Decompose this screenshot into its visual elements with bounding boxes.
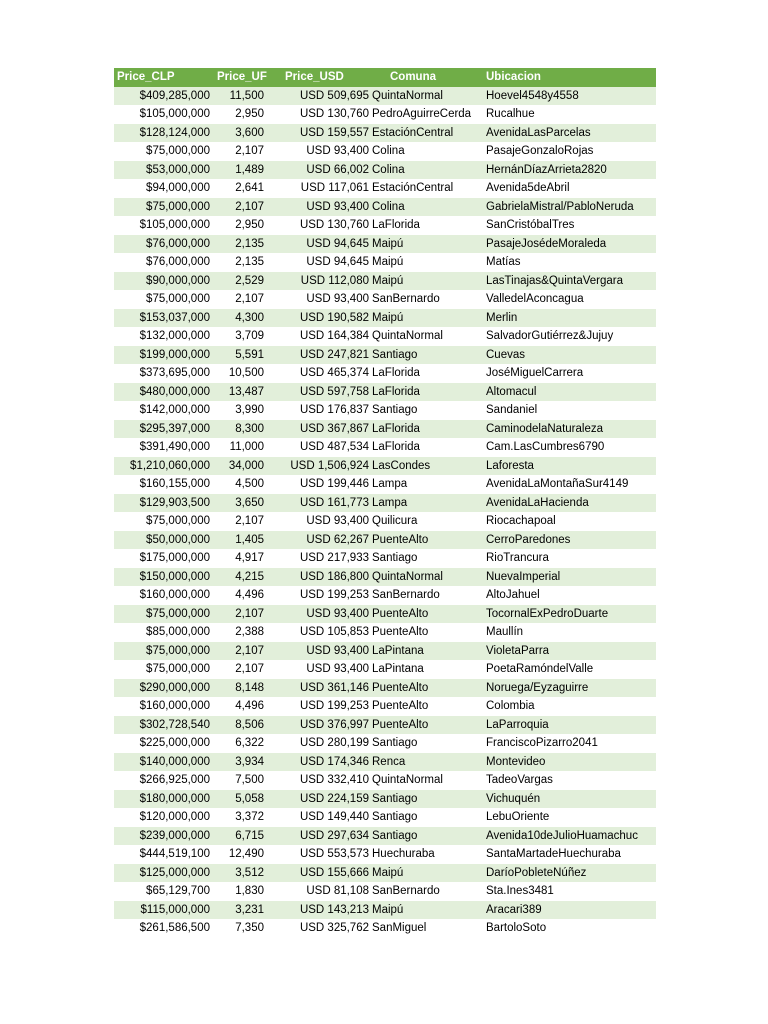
table-row [114, 919, 656, 938]
cell-price-usd[interactable]: USD 199,253 [282, 697, 372, 716]
cell-price-uf[interactable]: 12,490 [214, 845, 282, 864]
header-row [114, 68, 656, 87]
cell-price-usd[interactable]: USD 130,760 [282, 216, 372, 235]
cell-price-clp[interactable]: $302,728,540 [114, 716, 214, 735]
cell-ubicacion[interactable]: Matías [474, 253, 656, 272]
cell-price-clp[interactable]: $120,000,000 [114, 808, 214, 827]
cell-price-clp[interactable]: $239,000,000 [114, 827, 214, 846]
cell-ubicacion[interactable]: HernánDíazArrieta2820 [474, 161, 656, 180]
table-row [114, 716, 656, 735]
cell-ubicacion[interactable]: Sandaniel [474, 401, 656, 420]
table-row [114, 383, 656, 402]
cell-price-uf[interactable]: 2,107 [214, 660, 282, 679]
cell-price-usd[interactable]: USD 376,997 [282, 716, 372, 735]
cell-price-clp[interactable]: $1,210,060,000 [114, 457, 214, 476]
cell-comuna[interactable]: Quilicura [372, 512, 474, 531]
table-row [114, 660, 656, 679]
cell-ubicacion[interactable]: NuevaImperial [474, 568, 656, 587]
cell-comuna[interactable]: EstaciónCentral [372, 124, 474, 143]
cell-price-usd[interactable]: USD 1,506,924 [282, 457, 372, 476]
cell-price-uf[interactable]: 7,500 [214, 771, 282, 790]
table-row [114, 568, 656, 587]
cell-comuna[interactable]: LaPintana [372, 642, 474, 661]
cell-price-uf[interactable]: 2,135 [214, 253, 282, 272]
cell-comuna[interactable]: Santiago [372, 346, 474, 365]
cell-comuna[interactable]: Renca [372, 753, 474, 772]
cell-comuna[interactable]: SanBernardo [372, 586, 474, 605]
cell-price-usd[interactable]: USD 93,400 [282, 605, 372, 624]
cell-price-clp[interactable]: $480,000,000 [114, 383, 214, 402]
cell-price-usd[interactable]: USD 487,534 [282, 438, 372, 457]
cell-price-clp[interactable]: $373,695,000 [114, 364, 214, 383]
cell-price-clp[interactable]: $75,000,000 [114, 290, 214, 309]
cell-price-uf[interactable]: 2,107 [214, 290, 282, 309]
table-row [114, 790, 656, 809]
cell-comuna[interactable]: PuenteAlto [372, 531, 474, 550]
cell-price-uf[interactable]: 10,500 [214, 364, 282, 383]
cell-price-clp[interactable]: $105,000,000 [114, 216, 214, 235]
table-row [114, 753, 656, 772]
cell-ubicacion[interactable]: TadeoVargas [474, 771, 656, 790]
cell-price-clp[interactable]: $175,000,000 [114, 549, 214, 568]
table-row [114, 253, 656, 272]
table-row [114, 864, 656, 883]
cell-price-uf[interactable]: 3,231 [214, 901, 282, 920]
cell-price-uf[interactable]: 2,529 [214, 272, 282, 291]
cell-price-uf[interactable]: 3,934 [214, 753, 282, 772]
cell-price-uf[interactable]: 3,709 [214, 327, 282, 346]
table-row [114, 808, 656, 827]
cell-price-clp[interactable]: $140,000,000 [114, 753, 214, 772]
property-price-table [114, 68, 656, 938]
cell-ubicacion[interactable]: LaParroquia [474, 716, 656, 735]
cell-ubicacion[interactable]: LebuOriente [474, 808, 656, 827]
cell-price-usd[interactable]: USD 199,446 [282, 475, 372, 494]
cell-ubicacion[interactable]: AvenidaLaHacienda [474, 494, 656, 513]
cell-price-uf[interactable]: 3,512 [214, 864, 282, 883]
cell-comuna[interactable]: LaPintana [372, 660, 474, 679]
cell-price-usd[interactable]: USD 155,666 [282, 864, 372, 883]
cell-price-usd[interactable]: USD 186,800 [282, 568, 372, 587]
cell-price-usd[interactable]: USD 149,440 [282, 808, 372, 827]
cell-price-clp[interactable]: $295,397,000 [114, 420, 214, 439]
cell-ubicacion[interactable]: Riocachapoal [474, 512, 656, 531]
cell-price-uf[interactable]: 3,372 [214, 808, 282, 827]
cell-ubicacion[interactable]: AvenidaLaMontañaSur4149 [474, 475, 656, 494]
cell-price-clp[interactable]: $180,000,000 [114, 790, 214, 809]
cell-price-usd[interactable]: USD 367,867 [282, 420, 372, 439]
cell-ubicacion[interactable]: Vichuquén [474, 790, 656, 809]
cell-price-uf[interactable]: 4,300 [214, 309, 282, 328]
cell-price-clp[interactable]: $125,000,000 [114, 864, 214, 883]
cell-price-usd[interactable]: USD 297,634 [282, 827, 372, 846]
cell-ubicacion[interactable]: CaminodelaNaturaleza [474, 420, 656, 439]
cell-price-usd[interactable]: USD 224,159 [282, 790, 372, 809]
cell-price-clp[interactable]: $53,000,000 [114, 161, 214, 180]
table-row [114, 401, 656, 420]
cell-comuna[interactable]: Santiago [372, 401, 474, 420]
table-row [114, 475, 656, 494]
cell-price-clp[interactable]: $160,000,000 [114, 586, 214, 605]
cell-comuna[interactable]: Santiago [372, 790, 474, 809]
cell-ubicacion[interactable]: Cam.LasCumbres6790 [474, 438, 656, 457]
table-row [114, 771, 656, 790]
cell-comuna[interactable]: Colina [372, 142, 474, 161]
cell-price-usd[interactable]: USD 93,400 [282, 642, 372, 661]
cell-price-usd[interactable]: USD 117,061 [282, 179, 372, 198]
cell-price-uf[interactable]: 5,591 [214, 346, 282, 365]
cell-price-clp[interactable]: $290,000,000 [114, 679, 214, 698]
cell-comuna[interactable]: Maipú [372, 901, 474, 920]
table-row [114, 512, 656, 531]
cell-price-usd[interactable]: USD 161,773 [282, 494, 372, 513]
cell-price-uf[interactable]: 8,148 [214, 679, 282, 698]
cell-price-clp[interactable]: $75,000,000 [114, 660, 214, 679]
cell-price-clp[interactable]: $75,000,000 [114, 642, 214, 661]
cell-ubicacion[interactable]: Altomacul [474, 383, 656, 402]
cell-price-usd[interactable]: USD 247,821 [282, 346, 372, 365]
cell-comuna[interactable]: Huechuraba [372, 845, 474, 864]
table-row [114, 179, 656, 198]
cell-price-clp[interactable]: $225,000,000 [114, 734, 214, 753]
cell-ubicacion[interactable]: LasTinajas&QuintaVergara [474, 272, 656, 291]
cell-comuna[interactable]: Santiago [372, 808, 474, 827]
table-row [114, 198, 656, 217]
cell-ubicacion[interactable]: Noruega/Eyzaguirre [474, 679, 656, 698]
table-row [114, 420, 656, 439]
cell-ubicacion[interactable]: Sta.Ines3481 [474, 882, 656, 901]
cell-price-uf[interactable]: 2,135 [214, 235, 282, 254]
cell-price-usd[interactable]: USD 159,557 [282, 124, 372, 143]
cell-price-usd[interactable]: USD 93,400 [282, 142, 372, 161]
cell-price-usd[interactable]: USD 176,837 [282, 401, 372, 420]
cell-price-clp[interactable]: $50,000,000 [114, 531, 214, 550]
cell-price-uf[interactable]: 2,950 [214, 105, 282, 124]
cell-ubicacion[interactable]: SantaMartadeHuechuraba [474, 845, 656, 864]
cell-price-uf[interactable]: 34,000 [214, 457, 282, 476]
table-row [114, 679, 656, 698]
cell-price-uf[interactable]: 11,000 [214, 438, 282, 457]
cell-comuna[interactable]: LasCondes [372, 457, 474, 476]
table-row [114, 87, 656, 106]
table-row [114, 290, 656, 309]
table-row [114, 882, 656, 901]
cell-price-usd[interactable]: USD 94,645 [282, 235, 372, 254]
cell-price-clp[interactable]: $94,000,000 [114, 179, 214, 198]
cell-ubicacion[interactable]: SanCristóbalTres [474, 216, 656, 235]
table-row [114, 586, 656, 605]
cell-price-usd[interactable]: USD 174,346 [282, 753, 372, 772]
cell-comuna[interactable]: Lampa [372, 494, 474, 513]
cell-price-uf[interactable]: 3,990 [214, 401, 282, 420]
cell-price-clp[interactable]: $129,903,500 [114, 494, 214, 513]
cell-comuna[interactable]: EstaciónCentral [372, 179, 474, 198]
cell-comuna[interactable]: SanMiguel [372, 919, 474, 938]
cell-ubicacion[interactable]: Colombia [474, 697, 656, 716]
cell-price-usd[interactable]: USD 93,400 [282, 198, 372, 217]
cell-ubicacion[interactable]: FranciscoPizarro2041 [474, 734, 656, 753]
cell-price-usd[interactable]: USD 66,002 [282, 161, 372, 180]
cell-price-clp[interactable]: $142,000,000 [114, 401, 214, 420]
header-price-uf[interactable]: Price_UF [214, 68, 282, 87]
table-row [114, 216, 656, 235]
cell-ubicacion[interactable]: DaríoPobleteNúñez [474, 864, 656, 883]
cell-price-uf[interactable]: 8,506 [214, 716, 282, 735]
table-row [114, 105, 656, 124]
cell-comuna[interactable]: Santiago [372, 734, 474, 753]
cell-price-clp[interactable]: $85,000,000 [114, 623, 214, 642]
cell-comuna[interactable]: QuintaNormal [372, 87, 474, 106]
table-row [114, 901, 656, 920]
cell-ubicacion[interactable]: Rucalhue [474, 105, 656, 124]
cell-comuna[interactable]: Santiago [372, 827, 474, 846]
table-row [114, 161, 656, 180]
cell-price-usd[interactable]: USD 280,199 [282, 734, 372, 753]
cell-price-usd[interactable]: USD 105,853 [282, 623, 372, 642]
cell-price-uf[interactable]: 3,600 [214, 124, 282, 143]
table-row [114, 734, 656, 753]
header-price-usd[interactable]: Price_USD [282, 68, 372, 87]
cell-price-uf[interactable]: 4,500 [214, 475, 282, 494]
table-row [114, 549, 656, 568]
cell-ubicacion[interactable]: GabrielaMistral/PabloNeruda [474, 198, 656, 217]
cell-comuna[interactable]: LaFlorida [372, 438, 474, 457]
cell-comuna[interactable]: Santiago [372, 549, 474, 568]
cell-price-usd[interactable]: USD 597,758 [282, 383, 372, 402]
cell-price-clp[interactable]: $75,000,000 [114, 512, 214, 531]
cell-price-clp[interactable]: $90,000,000 [114, 272, 214, 291]
cell-comuna[interactable]: LaFlorida [372, 216, 474, 235]
table-row [114, 438, 656, 457]
table-row [114, 827, 656, 846]
cell-ubicacion[interactable]: AltoJahuel [474, 586, 656, 605]
table-row [114, 697, 656, 716]
cell-comuna[interactable]: SanBernardo [372, 882, 474, 901]
cell-comuna[interactable]: QuintaNormal [372, 771, 474, 790]
cell-ubicacion[interactable]: Cuevas [474, 346, 656, 365]
table-row [114, 457, 656, 476]
cell-price-usd[interactable]: USD 112,080 [282, 272, 372, 291]
cell-price-clp[interactable]: $444,519,100 [114, 845, 214, 864]
cell-price-uf[interactable]: 4,917 [214, 549, 282, 568]
cell-price-clp[interactable]: $75,000,000 [114, 198, 214, 217]
cell-price-usd[interactable]: USD 217,933 [282, 549, 372, 568]
cell-ubicacion[interactable]: ValledelAconcagua [474, 290, 656, 309]
cell-price-uf[interactable]: 2,950 [214, 216, 282, 235]
cell-comuna[interactable]: Maipú [372, 309, 474, 328]
cell-price-clp[interactable]: $76,000,000 [114, 235, 214, 254]
table-row [114, 272, 656, 291]
cell-price-uf[interactable]: 2,107 [214, 198, 282, 217]
cell-ubicacion[interactable]: JoséMiguelCarrera [474, 364, 656, 383]
cell-price-clp[interactable]: $266,925,000 [114, 771, 214, 790]
cell-price-usd[interactable]: USD 143,213 [282, 901, 372, 920]
cell-comuna[interactable]: Maipú [372, 235, 474, 254]
cell-ubicacion[interactable]: AvenidaLasParcelas [474, 124, 656, 143]
cell-comuna[interactable]: LaFlorida [372, 383, 474, 402]
cell-price-usd[interactable]: USD 93,400 [282, 660, 372, 679]
cell-comuna[interactable]: Colina [372, 161, 474, 180]
cell-price-clp[interactable]: $199,000,000 [114, 346, 214, 365]
cell-price-clp[interactable]: $65,129,700 [114, 882, 214, 901]
cell-price-uf[interactable]: 2,107 [214, 642, 282, 661]
cell-price-clp[interactable]: $128,124,000 [114, 124, 214, 143]
cell-ubicacion[interactable]: TocornalExPedroDuarte [474, 605, 656, 624]
cell-ubicacion[interactable]: BartoloSoto [474, 919, 656, 938]
cell-comuna[interactable]: PuenteAlto [372, 716, 474, 735]
cell-price-usd[interactable]: USD 130,760 [282, 105, 372, 124]
cell-ubicacion[interactable]: Avenida10deJulioHuamachuc [474, 827, 656, 846]
cell-price-clp[interactable]: $391,490,000 [114, 438, 214, 457]
cell-price-usd[interactable]: USD 62,267 [282, 531, 372, 550]
cell-comuna[interactable]: Maipú [372, 864, 474, 883]
cell-price-usd[interactable]: USD 81,108 [282, 882, 372, 901]
cell-price-usd[interactable]: USD 94,645 [282, 253, 372, 272]
cell-ubicacion[interactable]: Aracari389 [474, 901, 656, 920]
cell-price-uf[interactable]: 1,489 [214, 161, 282, 180]
cell-price-uf[interactable]: 13,487 [214, 383, 282, 402]
cell-comuna[interactable]: PuenteAlto [372, 623, 474, 642]
cell-price-uf[interactable]: 11,500 [214, 87, 282, 106]
cell-price-usd[interactable]: USD 164,384 [282, 327, 372, 346]
table-row [114, 845, 656, 864]
table-row [114, 346, 656, 365]
cell-ubicacion[interactable]: Laforesta [474, 457, 656, 476]
cell-ubicacion[interactable]: Merlin [474, 309, 656, 328]
cell-price-uf[interactable]: 2,388 [214, 623, 282, 642]
cell-price-usd[interactable]: USD 190,582 [282, 309, 372, 328]
table-row [114, 327, 656, 346]
table-row [114, 364, 656, 383]
table-row [114, 605, 656, 624]
cell-comuna[interactable]: Colina [372, 198, 474, 217]
cell-price-usd[interactable]: USD 465,374 [282, 364, 372, 383]
cell-price-clp[interactable]: $160,155,000 [114, 475, 214, 494]
cell-price-uf[interactable]: 8,300 [214, 420, 282, 439]
cell-price-usd[interactable]: USD 509,695 [282, 87, 372, 106]
cell-ubicacion[interactable]: Avenida5deAbril [474, 179, 656, 198]
cell-comuna[interactable]: PuenteAlto [372, 679, 474, 698]
table-row [114, 124, 656, 143]
cell-price-clp[interactable]: $160,000,000 [114, 697, 214, 716]
cell-price-uf[interactable]: 2,107 [214, 512, 282, 531]
cell-ubicacion[interactable]: Montevideo [474, 753, 656, 772]
cell-ubicacion[interactable]: RioTrancura [474, 549, 656, 568]
cell-ubicacion[interactable]: Maullín [474, 623, 656, 642]
header-comuna[interactable]: Comuna [372, 68, 474, 87]
cell-comuna[interactable]: LaFlorida [372, 420, 474, 439]
cell-ubicacion[interactable]: PasajeGonzaloRojas [474, 142, 656, 161]
table-row [114, 531, 656, 550]
cell-price-usd[interactable]: USD 332,410 [282, 771, 372, 790]
cell-price-uf[interactable]: 1,405 [214, 531, 282, 550]
cell-price-uf[interactable]: 6,715 [214, 827, 282, 846]
cell-price-uf[interactable]: 2,641 [214, 179, 282, 198]
cell-ubicacion[interactable]: Hoevel4548y4558 [474, 87, 656, 106]
cell-price-clp[interactable]: $150,000,000 [114, 568, 214, 587]
cell-price-uf[interactable]: 4,215 [214, 568, 282, 587]
cell-price-uf[interactable]: 4,496 [214, 586, 282, 605]
cell-price-clp[interactable]: $75,000,000 [114, 605, 214, 624]
cell-comuna[interactable]: PuenteAlto [372, 697, 474, 716]
cell-comuna[interactable]: QuintaNormal [372, 327, 474, 346]
cell-comuna[interactable]: Maipú [372, 253, 474, 272]
table-row [114, 235, 656, 254]
table-row [114, 142, 656, 161]
cell-ubicacion[interactable]: VioletaParra [474, 642, 656, 661]
cell-price-clp[interactable]: $409,285,000 [114, 87, 214, 106]
cell-price-clp[interactable]: $76,000,000 [114, 253, 214, 272]
cell-price-usd[interactable]: USD 93,400 [282, 290, 372, 309]
cell-ubicacion[interactable]: CerroParedones [474, 531, 656, 550]
cell-comuna[interactable]: Lampa [372, 475, 474, 494]
cell-comuna[interactable]: Maipú [372, 272, 474, 291]
cell-comuna[interactable]: PuenteAlto [372, 605, 474, 624]
cell-price-usd[interactable]: USD 553,573 [282, 845, 372, 864]
cell-comuna[interactable]: QuintaNormal [372, 568, 474, 587]
cell-price-clp[interactable]: $75,000,000 [114, 142, 214, 161]
cell-ubicacion[interactable]: PoetaRamóndelValle [474, 660, 656, 679]
cell-price-usd[interactable]: USD 93,400 [282, 512, 372, 531]
cell-price-usd[interactable]: USD 325,762 [282, 919, 372, 938]
cell-price-usd[interactable]: USD 361,146 [282, 679, 372, 698]
table-row [114, 494, 656, 513]
table-row [114, 623, 656, 642]
cell-price-clp[interactable]: $132,000,000 [114, 327, 214, 346]
cell-price-uf[interactable]: 7,350 [214, 919, 282, 938]
cell-comuna[interactable]: SanBernardo [372, 290, 474, 309]
cell-price-clp[interactable]: $261,586,500 [114, 919, 214, 938]
cell-price-clp[interactable]: $105,000,000 [114, 105, 214, 124]
cell-ubicacion[interactable]: PasajeJosédeMoraleda [474, 235, 656, 254]
cell-price-usd[interactable]: USD 199,253 [282, 586, 372, 605]
cell-price-clp[interactable]: $115,000,000 [114, 901, 214, 920]
cell-price-uf[interactable]: 2,107 [214, 605, 282, 624]
cell-price-uf[interactable]: 3,650 [214, 494, 282, 513]
cell-price-uf[interactable]: 2,107 [214, 142, 282, 161]
cell-price-clp[interactable]: $153,037,000 [114, 309, 214, 328]
table-row [114, 309, 656, 328]
cell-comuna[interactable]: LaFlorida [372, 364, 474, 383]
cell-price-uf[interactable]: 6,322 [214, 734, 282, 753]
cell-ubicacion[interactable]: SalvadorGutiérrez&Jujuy [474, 327, 656, 346]
cell-price-uf[interactable]: 1,830 [214, 882, 282, 901]
cell-price-uf[interactable]: 5,058 [214, 790, 282, 809]
cell-comuna[interactable]: PedroAguirreCerda [372, 105, 474, 124]
header-price-clp[interactable]: Price_CLP [114, 68, 214, 87]
table-body [114, 87, 656, 938]
cell-price-uf[interactable]: 4,496 [214, 697, 282, 716]
table-row [114, 642, 656, 661]
header-ubicacion[interactable]: Ubicacion [474, 68, 656, 87]
